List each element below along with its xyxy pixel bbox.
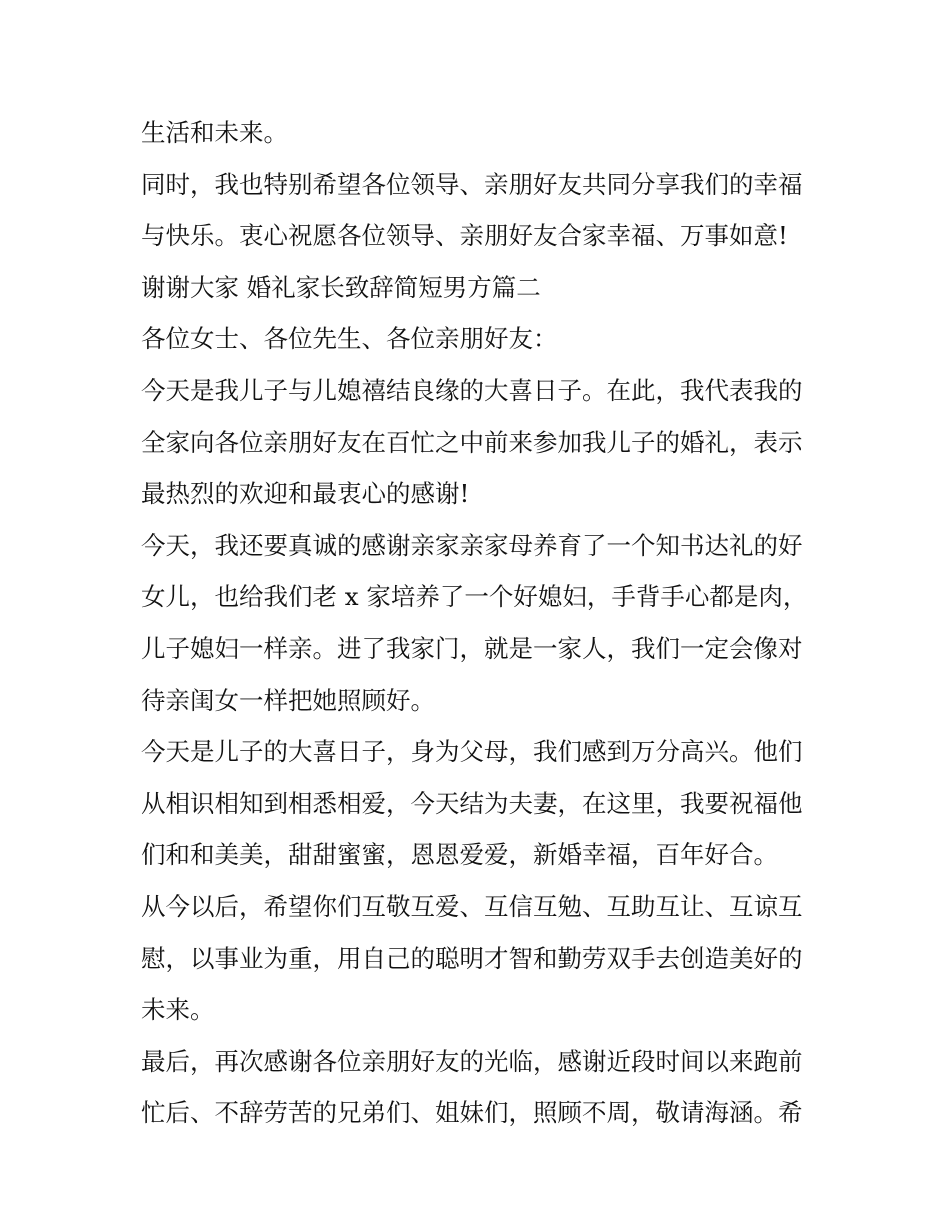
text-line: 与快乐。衷心祝愿各位领导、亲朋好友合家幸福、万事如意! [141,221,788,251]
text-line: 女儿，也给我们老 x 家培养了一个好媳妇，手背手心都是肉， [141,582,808,612]
text-line: 最后，再次感谢各位亲朋好友的光临，感谢近段时间以来跑前 [141,1046,803,1076]
text-line: 全家向各位亲朋好友在百忙之中前来参加我儿子的婚礼，表示 [141,427,803,457]
text-line: 慰，以事业为重，用自己的聪明才智和勤劳双手去创造美好的 [141,943,803,973]
text-line: 今天是我儿子与儿媳禧结良缘的大喜日子。在此，我代表我的 [141,375,803,405]
text-line: 今天，我还要真诚的感谢亲家亲家母养育了一个知书达礼的好 [141,530,803,560]
text-line: 们和和美美，甜甜蜜蜜，恩恩爱爱，新婚幸福，百年好合。 [141,840,778,870]
text-line: 最热烈的欢迎和最衷心的感谢! [141,479,470,509]
text-line: 待亲闺女一样把她照顾好。 [141,685,435,715]
section-heading: 谢谢大家 婚礼家长致辞简短男方篇二 [141,272,541,302]
salutation-line: 各位女士、各位先生、各位亲朋好友： [141,324,558,354]
text-line: 从今以后，希望你们互敬互爱、互信互勉、互助互让、互谅互 [141,891,803,921]
text-line: 今天是儿子的大喜日子，身为父母，我们感到万分高兴。他们 [141,737,803,767]
text-line: 同时，我也特别希望各位领导、亲朋好友共同分享我们的幸福 [141,169,803,199]
text-line: 生活和未来。 [141,118,288,147]
text-line: 未来。 [141,995,215,1025]
text-line: 儿子媳妇一样亲。进了我家门，就是一家人，我们一定会像对 [141,633,803,663]
text-line: 忙后、不辞劳苦的兄弟们、姐妹们，照顾不周，敬请海涵。希 [141,1098,803,1128]
speech-text [141,107,817,1139]
text-line: 从相识相知到相悉相爱，今天结为夫妻，在这里，我要祝福他 [141,788,803,818]
